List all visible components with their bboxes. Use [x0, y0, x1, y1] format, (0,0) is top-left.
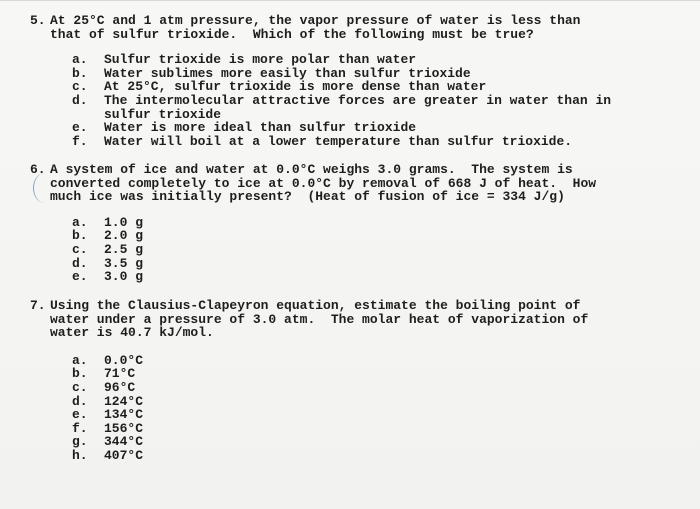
option-a	[72, 354, 672, 368]
option-text: Sulfur trioxide is more polar than water	[104, 52, 417, 68]
option-b	[72, 367, 672, 381]
option-letter: b.	[72, 228, 88, 244]
option-letter: f.	[72, 420, 88, 436]
option-text: At 25°C, sulfur trioxide is more dense than water	[104, 79, 487, 95]
option-text: 2.5 g	[104, 241, 144, 257]
option-e	[72, 121, 672, 135]
option-d	[72, 257, 672, 271]
option-letter: c.	[72, 79, 88, 95]
option-f	[72, 135, 672, 149]
option-text: Water sublimes more easily than sulfur trioxide	[104, 65, 471, 81]
option-text: 344°C	[104, 434, 144, 450]
option-h	[72, 449, 672, 463]
option-b	[72, 229, 672, 243]
question-stem: At 25°C and 1 atm pressure, the vapor pressure of water is less than that of sulfur trioxide. Which of the following must be true?	[50, 13, 581, 42]
option-text: 3.5 g	[104, 255, 144, 271]
option-text: 1.0 g	[104, 214, 144, 230]
option-a	[72, 53, 672, 67]
option-c	[72, 80, 672, 94]
option-letter: d.	[72, 393, 88, 409]
option-d	[72, 94, 672, 121]
question-number: 7.	[30, 298, 46, 313]
option-d	[72, 395, 672, 409]
option-text: 3.0 g	[104, 269, 144, 285]
option-list	[72, 354, 672, 463]
option-text: 96°C	[104, 379, 136, 395]
option-list	[72, 53, 672, 148]
option-letter: e.	[72, 120, 88, 136]
option-g	[72, 435, 672, 449]
option-letter: c.	[72, 241, 88, 257]
option-letter: f.	[72, 133, 88, 149]
top-edge	[0, 0, 700, 1]
option-letter: a.	[72, 214, 88, 230]
option-e	[72, 408, 672, 422]
option-text: 2.0 g	[104, 228, 144, 244]
question-7	[30, 299, 672, 463]
option-c	[72, 243, 672, 257]
option-text: 71°C	[104, 366, 136, 382]
question-number: 5.	[30, 13, 46, 28]
question-stem: Using the Clausius-Clapeyron equation, estimate the boiling point of water under a pressure of 3.0 atm. The molar heat of vaporization of water is 40.7 kJ/mol.	[50, 298, 589, 341]
option-b	[72, 67, 672, 81]
option-letter: h.	[72, 447, 88, 463]
option-text: Water will boil at a lower temperature than sulfur trioxide.	[104, 133, 573, 149]
option-letter: a.	[72, 352, 88, 368]
question-6	[30, 163, 672, 284]
option-letter: g.	[72, 434, 88, 450]
option-text: 134°C	[104, 407, 144, 423]
option-text: The intermolecular attractive forces are greater in water than in sulfur trioxide	[104, 92, 612, 122]
option-f	[72, 422, 672, 436]
option-text: 0.0°C	[104, 352, 144, 368]
question-5	[30, 14, 672, 148]
option-letter: c.	[72, 379, 88, 395]
option-list	[72, 216, 672, 284]
option-c	[72, 381, 672, 395]
option-letter: e.	[72, 407, 88, 423]
option-text: 124°C	[104, 393, 144, 409]
option-letter: b.	[72, 65, 88, 81]
option-letter: e.	[72, 269, 88, 285]
option-letter: a.	[72, 52, 88, 68]
option-letter: b.	[72, 366, 88, 382]
option-letter: d.	[72, 92, 88, 108]
option-letter: d.	[72, 255, 88, 271]
option-e	[72, 270, 672, 284]
option-text: 407°C	[104, 447, 144, 463]
option-text: Water is more ideal than sulfur trioxide	[104, 120, 417, 136]
option-text: 156°C	[104, 420, 144, 436]
option-a	[72, 216, 672, 230]
question-stem: A system of ice and water at 0.0°C weighs 3.0 grams. The system is converted completely to ice at 0.0°C by removal of 668 J of heat. How much ice was initially present? (Heat of fusion of ice = 334 J/g)	[50, 162, 597, 205]
question-number: 6.	[30, 162, 46, 177]
